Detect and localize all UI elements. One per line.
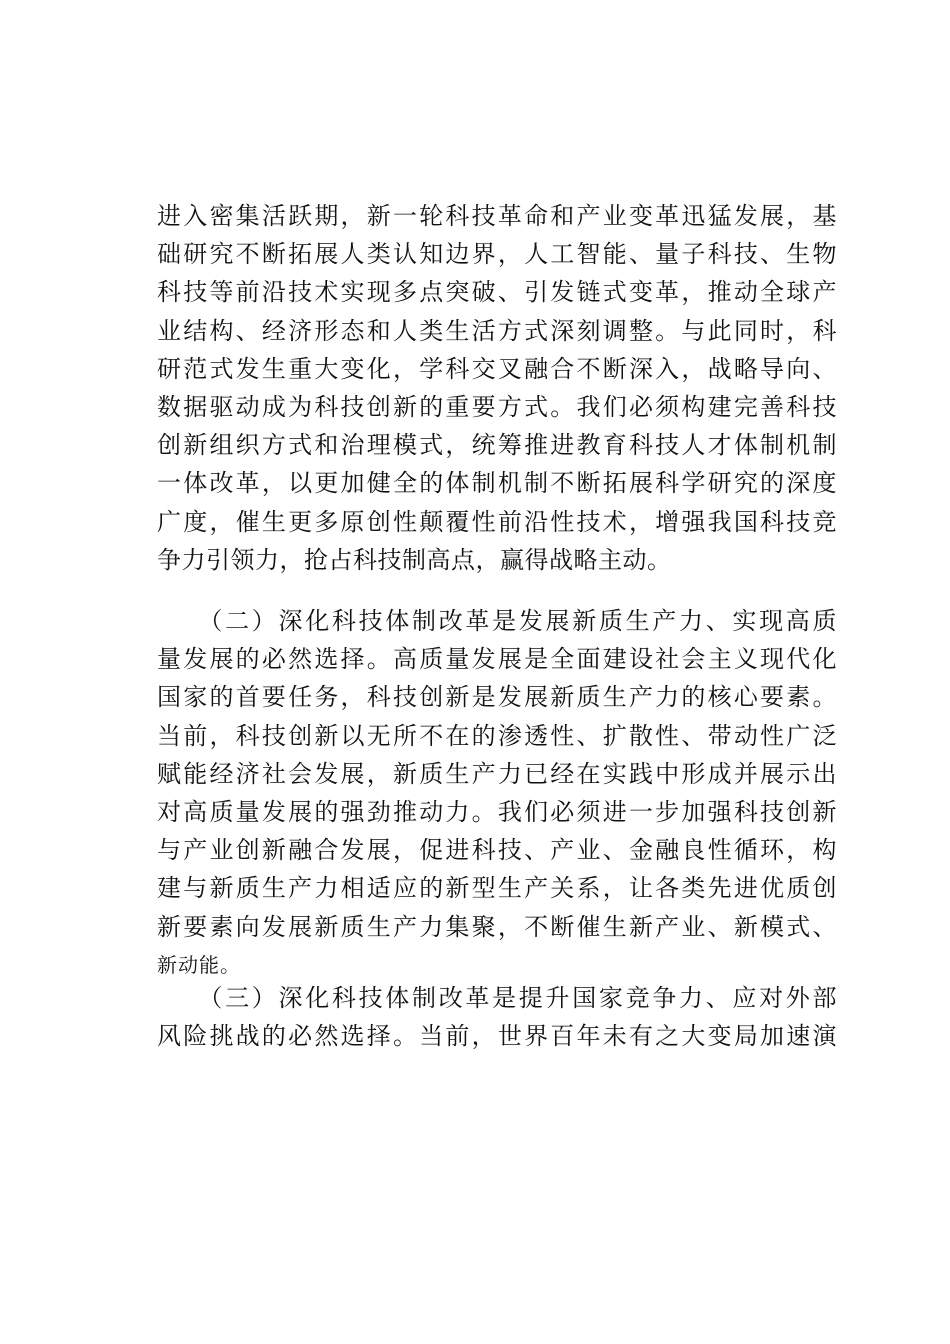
text-line: 新动能。: [157, 952, 241, 977]
text-line: 建与新质生产力相适应的新型生产关系，让各类先进优质创: [157, 874, 837, 903]
text-line: 赋能经济社会发展，新质生产力已经在实践中形成并展示出: [157, 759, 837, 788]
paragraph-1: [157, 197, 837, 579]
text-line: 创新组织方式和治理模式，统筹推进教育科技人才体制机制: [157, 431, 837, 460]
paragraph-2: [157, 602, 837, 984]
paragraph-3: [157, 979, 837, 1055]
text-line: （三）深化科技体制改革是提升国家竞争力、应对外部: [157, 984, 837, 1012]
text-line: 础研究不断拓展人类认知边界，人工智能、量子科技、生物: [157, 240, 837, 269]
text-line: 对高质量发展的强劲推动力。我们必须进一步加强科技创新: [157, 797, 837, 826]
text-line: 与产业创新融合发展，促进科技、产业、金融良性循环，构: [157, 836, 837, 865]
text-line: 当前，科技创新以无所不在的渗透性、扩散性、带动性广泛: [157, 721, 837, 750]
text-line: 风险挑战的必然选择。当前，世界百年未有之大变局加速演: [157, 1022, 837, 1051]
text-line: 数据驱动成为科技创新的重要方式。我们必须构建完善科技: [157, 392, 837, 421]
text-line: 新要素向发展新质生产力集聚，不断催生新产业、新模式、: [157, 912, 837, 941]
text-line: 进入密集活跃期，新一轮科技革命和产业变革迅猛发展，基: [157, 202, 837, 230]
text-line: 科技等前沿技术实现多点突破、引发链式变革，推动全球产: [157, 278, 837, 307]
text-line: 国家的首要任务，科技创新是发展新质生产力的核心要素。: [157, 683, 837, 712]
text-line: 一体改革，以更加健全的体制机制不断拓展科学研究的深度: [157, 469, 837, 498]
text-line: 广度，催生更多原创性颠覆性前沿性技术，增强我国科技竞: [157, 507, 837, 536]
text-line: 业结构、经济形态和人类生活方式深刻调整。与此同时，科: [157, 316, 837, 345]
text-line: 争力引领力，抢占科技制高点，赢得战略主动。: [157, 545, 672, 574]
text-line: 量发展的必然选择。高质量发展是全面建设社会主义现代化: [157, 645, 837, 674]
text-line: （二）深化科技体制改革是发展新质生产力、实现高质: [157, 607, 837, 635]
text-line: 研范式发生重大变化，学科交叉融合不断深入，战略导向、: [157, 354, 837, 383]
